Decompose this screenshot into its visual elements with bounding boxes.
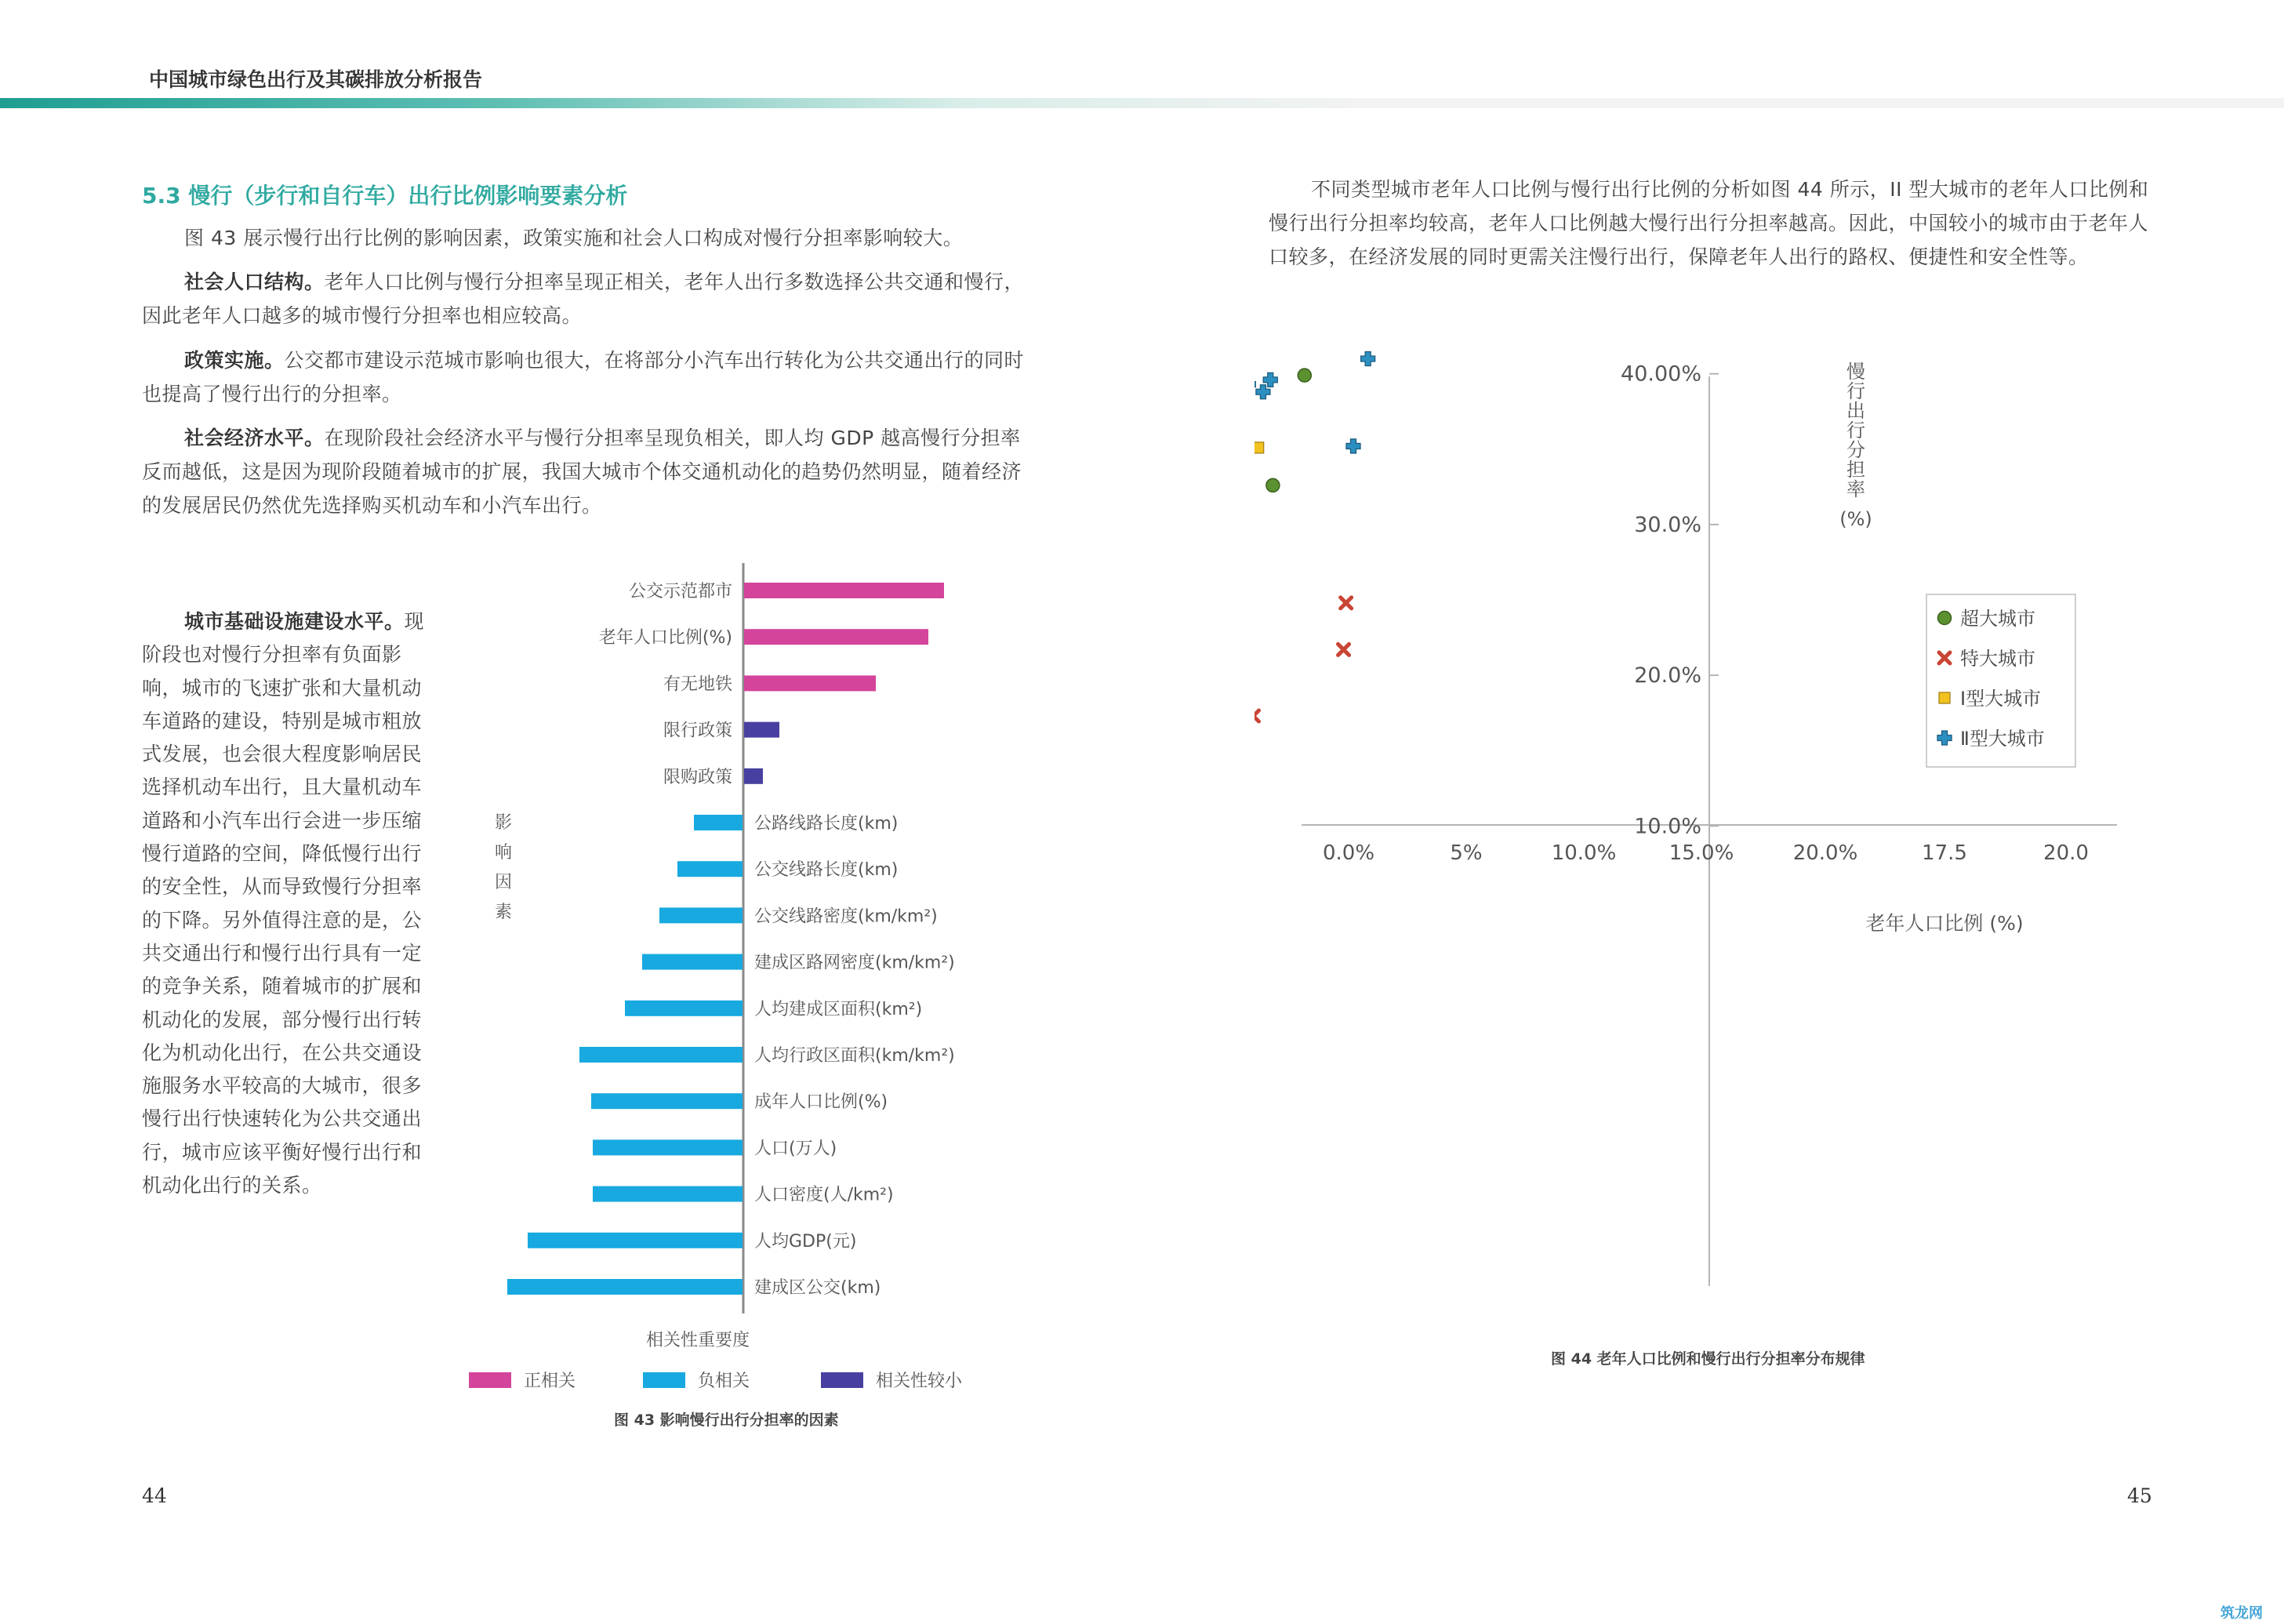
bar-ylabel-char: 因 bbox=[494, 873, 513, 892]
bar-label-14: 人均GDP(元) bbox=[754, 1231, 857, 1252]
paragraph-heading: 政策实施。 bbox=[184, 349, 285, 372]
x-tick-label: 5% bbox=[1450, 841, 1483, 865]
point-3-41 bbox=[1361, 351, 1375, 365]
point-0-5 bbox=[1298, 369, 1311, 382]
bar-0 bbox=[744, 583, 944, 598]
scatter-ylabel-char: 率 bbox=[1846, 478, 1865, 500]
paragraph-text: 不同类型城市老年人口比例与慢行出行比例的分析如图 44 所示，II 型大城市的老年人口比例和慢行出行分担率均较高，老年人口比例越大慢行出行分担率越高。因此，中国较小的城市由于老年人口较多，在经济发展的同时更需关注慢行出行，保障老年人出行的路权、便捷性和安全性等。 bbox=[1269, 178, 2149, 268]
header-gradient-bar bbox=[0, 98, 2284, 108]
bar-2 bbox=[744, 675, 876, 691]
bar-label-8: 建成区路网密度(km/km²) bbox=[754, 953, 955, 973]
legend-swatch-0 bbox=[469, 1372, 511, 1388]
bar-label-5: 公路线路长度(km) bbox=[754, 814, 899, 834]
bar-15 bbox=[507, 1279, 743, 1295]
paragraph-heading: 社会经济水平。 bbox=[184, 427, 325, 449]
elderly-vs-slow-travel-scatter bbox=[1255, 337, 2148, 1333]
bar-xlabel: 相关性重要度 bbox=[645, 1331, 750, 1350]
bar-label-9: 人均建成区面积(km²) bbox=[754, 999, 923, 1019]
page-number-right: 45 bbox=[2127, 1484, 2152, 1507]
y-tick-label: 30.0% bbox=[1634, 512, 1701, 537]
legend-label-1: 特大城市 bbox=[1960, 648, 2035, 670]
bar-label-13: 人口密度(人/km²) bbox=[754, 1185, 894, 1205]
bar-8 bbox=[642, 954, 743, 970]
point-2-11 bbox=[1255, 442, 1264, 453]
paragraph-text: 公交都市建设示范城市影响也很大，在将部分小汽车出行转化为公共交通出行的同时也提高了慢行出行的分担率。 bbox=[142, 349, 1025, 405]
watermark-logo: 筑龙网 bbox=[2220, 1605, 2263, 1622]
bar-5 bbox=[694, 815, 743, 830]
bar-label-10: 人均行政区面积(km/km²) bbox=[754, 1046, 955, 1066]
figure-43-caption: 图 43 影响慢行出行分担率的因素 bbox=[614, 1411, 839, 1429]
paragraph-policy bbox=[142, 343, 1028, 411]
x-tick-label: 20.0% bbox=[1792, 841, 1858, 865]
legend-marker-0 bbox=[1938, 612, 1952, 625]
bar-10 bbox=[579, 1047, 743, 1063]
bar-12 bbox=[593, 1139, 743, 1155]
legend-marker-2 bbox=[1939, 692, 1950, 703]
bar-13 bbox=[593, 1186, 743, 1202]
paragraph-heading: 社会人口结构。 bbox=[184, 271, 325, 293]
scatter-ylabel-char: 慢 bbox=[1846, 361, 1865, 383]
point-1-10 bbox=[1341, 598, 1352, 609]
bar-label-0: 公交示范都市 bbox=[628, 582, 732, 601]
bar-label-4: 限购政策 bbox=[663, 767, 732, 787]
paragraph-infrastructure bbox=[142, 605, 436, 1202]
legend-label-2: 相关性较小 bbox=[876, 1371, 963, 1391]
point-1-11 bbox=[1338, 644, 1349, 655]
bar-4 bbox=[744, 768, 763, 784]
bar-label-7: 公交线路密度(km/km²) bbox=[754, 906, 938, 927]
intro-text: 图 43 展示慢行出行比例的影响因素，政策实施和社会人口构成对慢行分担率影响较大。 bbox=[184, 227, 964, 249]
bar-label-12: 人口(万人) bbox=[754, 1139, 837, 1159]
paragraph-text: 老年人口比例与慢行分担率呈现正相关，老年人出行多数选择公共交通和慢行，因此老年人口越多的城市慢行分担率也相应较高。 bbox=[142, 271, 1025, 327]
right-paragraph bbox=[1269, 173, 2155, 274]
paragraph-economy bbox=[142, 421, 1028, 522]
bar-label-1: 老年人口比例(%) bbox=[598, 628, 732, 649]
x-tick-label: 0.0% bbox=[1322, 841, 1375, 865]
y-tick-label: 10.0% bbox=[1634, 814, 1701, 839]
scatter-xlabel: 老年人口比例 (%) bbox=[1865, 912, 2024, 935]
bar-ylabel-char: 响 bbox=[494, 843, 513, 863]
legend-label-2: Ⅰ型大城市 bbox=[1960, 688, 2042, 710]
x-tick-label: 15.0% bbox=[1669, 841, 1734, 865]
scatter-ylabel-char: 分 bbox=[1846, 439, 1865, 461]
figure-44-caption: 图 44 老年人口比例和慢行出行分担率分布规律 bbox=[1551, 1350, 1865, 1368]
bar-ylabel-char: 素 bbox=[494, 903, 513, 922]
bar-label-15: 建成区公交(km) bbox=[754, 1278, 881, 1298]
scatter-ylabel-char: 担 bbox=[1846, 459, 1865, 481]
x-tick-label: 10.0% bbox=[1551, 841, 1617, 865]
paragraph-text: 现阶段也对慢行分担率有负面影响，城市的飞速扩张和大量机动车道路的建设，特别是城市粗放式发展，也会很大程度影响居民选择机动车出行，且大量机动车道路和小汽车出行会进一步压缩慢行道路的空间，降低慢行出行的安全性，从而导致慢行分担率的下降。另外值得注意的是，公共交通出行和慢行出行具有一定的竞争关系，随着城市的扩展和机动化的发展，部分慢行出行转化为机动化出行，在公共交通设施服务水平较高的大城市，很多慢行出行快速转化为公共交通出行，城市应该平衡好慢行出行和机动化出行的关系。 bbox=[142, 610, 425, 1197]
point-1-12 bbox=[1255, 710, 1258, 721]
bar-7 bbox=[659, 907, 743, 923]
legend-swatch-1 bbox=[643, 1372, 685, 1388]
point-0-4 bbox=[1266, 478, 1280, 492]
paragraph-social-structure bbox=[142, 265, 1028, 332]
legend-swatch-2 bbox=[821, 1372, 863, 1388]
bar-3 bbox=[744, 722, 779, 738]
bar-11 bbox=[591, 1093, 743, 1109]
legend-label-0: 正相关 bbox=[524, 1371, 576, 1391]
x-tick-label: 20.0 bbox=[2043, 841, 2089, 865]
bar-14 bbox=[528, 1233, 743, 1248]
legend-label-3: Ⅱ型大城市 bbox=[1960, 728, 2045, 750]
bar-ylabel-char: 影 bbox=[494, 813, 513, 833]
page-number-left: 44 bbox=[142, 1484, 167, 1507]
scatter-ylabel-char: 行 bbox=[1846, 420, 1865, 441]
paragraph-heading: 城市基础设施建设水平。 bbox=[184, 610, 405, 633]
scatter-ylabel-unit: (%) bbox=[1839, 508, 1872, 530]
legend-label-1: 负相关 bbox=[698, 1371, 750, 1391]
section-title: 5.3 慢行（步行和自行车）出行比例影响要素分析 bbox=[142, 183, 628, 209]
point-3-45 bbox=[1346, 439, 1360, 453]
scatter-ylabel-char: 出 bbox=[1846, 400, 1865, 422]
y-tick-label: 40.00% bbox=[1621, 361, 1701, 387]
bar-label-11: 成年人口比例(%) bbox=[754, 1092, 888, 1113]
x-tick-label: 17.5 bbox=[1922, 841, 1967, 865]
intro-paragraph bbox=[142, 221, 1028, 255]
bar-label-3: 限行政策 bbox=[663, 721, 732, 741]
bar-1 bbox=[744, 629, 928, 645]
report-title: 中国城市绿色出行及其碳排放分析报告 bbox=[149, 68, 483, 91]
scatter-ylabel-char: 行 bbox=[1846, 380, 1865, 402]
bar-label-2: 有无地铁 bbox=[663, 674, 732, 695]
bar-label-6: 公交线路长度(km) bbox=[754, 860, 899, 881]
bar-9 bbox=[625, 1001, 743, 1016]
y-tick-label: 20.0% bbox=[1634, 663, 1701, 688]
legend-label-0: 超大城市 bbox=[1960, 608, 2035, 630]
bar-6 bbox=[677, 861, 743, 877]
paragraph-text: 在现阶段社会经济水平与慢行分担率呈现负相关，即人均 GDP 越高慢行分担率反而越低，这是因为现阶段随着城市的扩展，我国大城市个体交通机动化的趋势仍然明显，随着经济的发展居民仍然优先选择购买机动车和小汽车出行。 bbox=[142, 427, 1022, 517]
influence-factor-bar-chart bbox=[439, 549, 1035, 1443]
